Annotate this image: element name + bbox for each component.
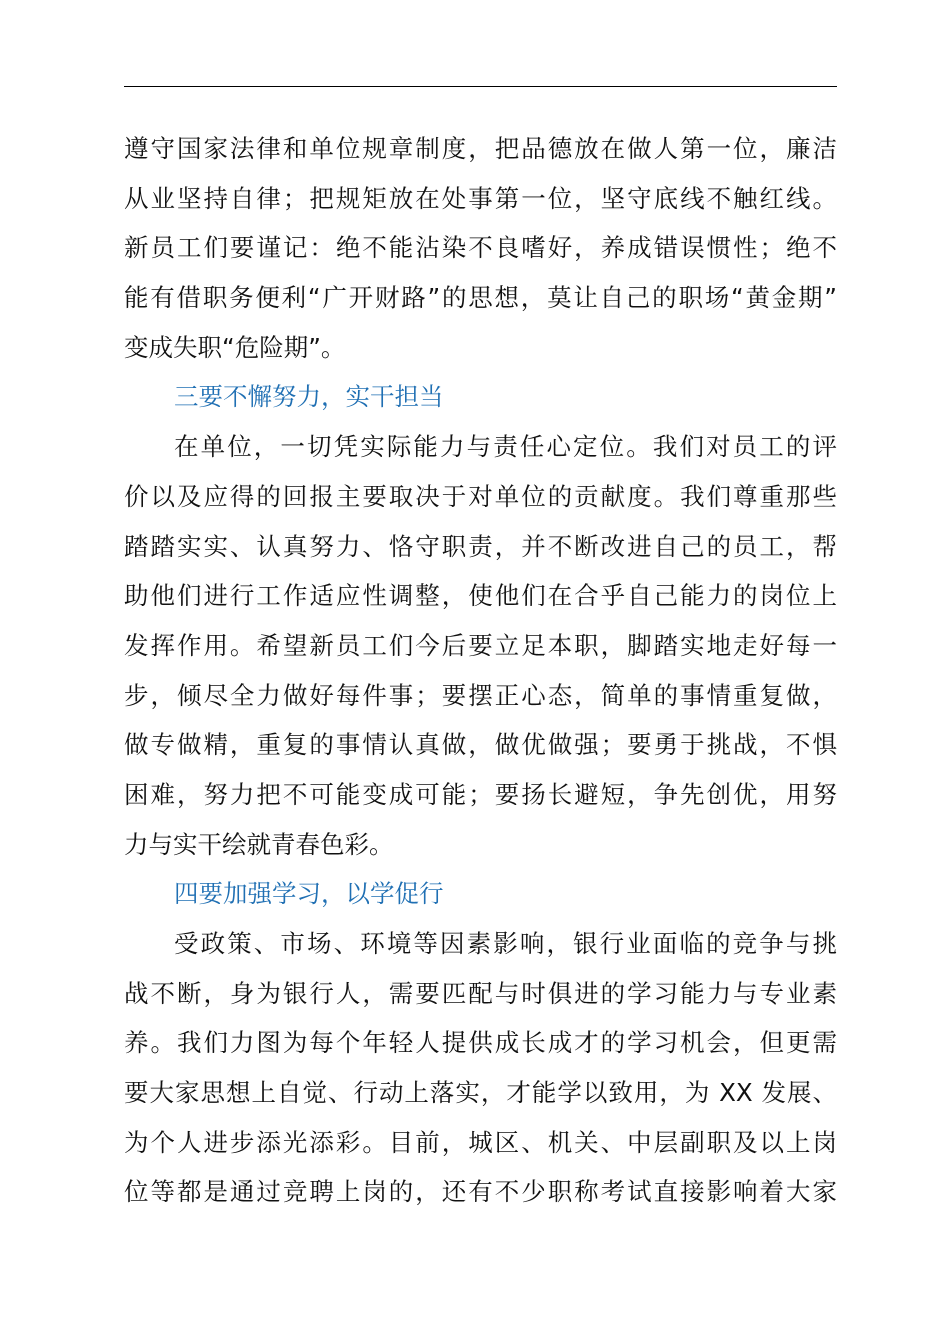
paragraph-line: 助他们进行工作适应性调整，使他们在合乎自己能力的岗位上	[124, 581, 837, 611]
paragraph-line: 为个人进步添光添彩。目前，城区、机关、中层副职及以上岗	[124, 1127, 837, 1157]
paragraph-line: 要大家思想上自觉、行动上落实，才能学以致用，为 XX 发展、	[124, 1078, 837, 1108]
paragraph-line: 在单位，一切凭实际能力与责任心定位。我们对员工的评	[174, 432, 837, 462]
paragraph-line: 踏踏实实、认真努力、恪守职责，并不断改进自己的员工，帮	[124, 531, 837, 561]
paragraph-line: 做专做精，重复的事情认真做，做优做强；要勇于挑战，不惧	[124, 730, 837, 760]
paragraph-line: 能有借职务便利“广开财路”的思想，莫让自己的职场“黄金期”	[124, 283, 837, 313]
section-heading: 四要加强学习，以学促行	[174, 879, 444, 909]
paragraph-line: 战不断，身为银行人，需要匹配与时俱进的学习能力与专业素	[124, 978, 837, 1008]
header-rule	[124, 86, 837, 87]
paragraph-line: 力与实干绘就青春色彩。	[124, 829, 394, 859]
paragraph-line: 发挥作用。希望新员工们今后要立足本职，脚踏实地走好每一	[124, 630, 837, 660]
section-heading: 三要不懈努力，实干担当	[174, 382, 444, 412]
paragraph-line: 新员工们要谨记：绝不能沾染不良嗜好，养成错误惯性；绝不	[124, 233, 837, 263]
paragraph-line: 从业坚持自律；把规矩放在处事第一位，坚守底线不触红线。	[124, 183, 837, 213]
paragraph-line: 位等都是通过竞聘上岗的，还有不少职称考试直接影响着大家	[124, 1177, 837, 1207]
paragraph-line: 价以及应得的回报主要取决于对单位的贡献度。我们尊重那些	[124, 481, 837, 511]
paragraph-line: 变成失职“危险期”。	[124, 332, 346, 362]
paragraph-line: 受政策、市场、环境等因素影响，银行业面临的竞争与挑	[174, 929, 837, 958]
paragraph-line: 遵守国家法律和单位规章制度，把品德放在做人第一位，廉洁	[124, 134, 837, 163]
paragraph-line: 步，倾尽全力做好每件事；要摆正心态，简单的事情重复做，	[124, 680, 837, 710]
document-body	[124, 124, 837, 1217]
paragraph-line: 困难，努力把不可能变成可能；要扬长避短，争先创优，用努	[124, 779, 837, 809]
paragraph-line: 养。我们力图为每个年轻人提供成长成才的学习机会，但更需	[124, 1028, 837, 1058]
